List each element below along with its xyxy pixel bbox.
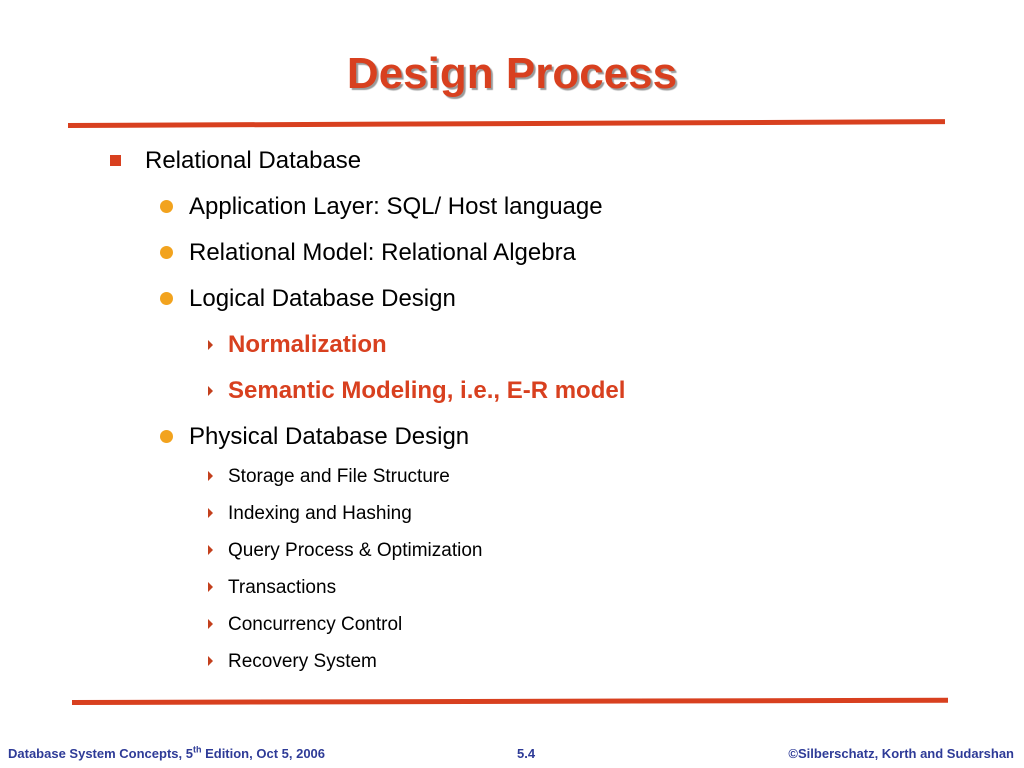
triangle-bullet-icon: [208, 340, 213, 350]
round-bullet-icon: [160, 246, 173, 259]
bullet-relational-model: [160, 238, 576, 268]
bullet-text: Semantic Modeling, i.e., E-R model: [228, 377, 626, 404]
footer-book-text: Database System Concepts, 5: [8, 746, 193, 761]
bullet-text: Storage and File Structure: [228, 466, 450, 487]
square-bullet-icon: [110, 155, 121, 166]
bullet-text: Logical Database Design: [189, 285, 456, 312]
bullet-text: Relational Model: Relational Algebra: [189, 239, 576, 266]
bullet-text: Recovery System: [228, 651, 377, 672]
bullet-storage: [208, 465, 450, 489]
bullet-concurrency: [208, 613, 402, 637]
round-bullet-icon: [160, 430, 173, 443]
bullet-text: Query Process & Optimization: [228, 540, 483, 561]
title-divider: [68, 119, 945, 128]
bullet-text: Physical Database Design: [189, 423, 470, 450]
triangle-bullet-icon: [208, 471, 213, 481]
bullet-relational-database: [110, 146, 361, 176]
triangle-bullet-icon: [208, 582, 213, 592]
triangle-bullet-icon: [208, 619, 213, 629]
bullet-normalization: [208, 330, 387, 360]
bullet-logical-design: [160, 284, 456, 314]
bullet-recovery: [208, 650, 377, 674]
footer-book-title: [8, 746, 325, 761]
bullet-query-process: [208, 539, 482, 563]
footer-page-number: 5.4: [517, 746, 536, 761]
footer-copyright: ©Silberschatz, Korth and Sudarshan: [788, 746, 1014, 761]
slide-title: Design Process: [346, 49, 678, 98]
round-bullet-icon: [160, 292, 173, 305]
bullet-semantic-modeling: [208, 376, 625, 406]
triangle-bullet-icon: [208, 656, 213, 666]
bullet-text: Relational Database: [145, 147, 362, 174]
bullet-text: Transactions: [228, 577, 337, 598]
footer-edition-text: Edition, Oct 5, 2006: [201, 746, 326, 761]
footer-divider: [72, 698, 948, 705]
footer-superscript: th: [192, 744, 202, 755]
triangle-bullet-icon: [208, 545, 213, 555]
bullet-indexing: [208, 502, 412, 526]
bullet-text: Indexing and Hashing: [228, 503, 412, 524]
triangle-bullet-icon: [208, 508, 213, 518]
triangle-bullet-icon: [208, 386, 213, 396]
bullet-transactions: [208, 576, 336, 600]
round-bullet-icon: [160, 200, 173, 213]
bullet-text: Concurrency Control: [228, 614, 403, 635]
bullet-text: Application Layer: SQL/ Host language: [189, 193, 603, 220]
bullet-text: Normalization: [228, 331, 387, 358]
bullet-physical-design: [160, 422, 469, 452]
bullet-application-layer: [160, 192, 603, 222]
